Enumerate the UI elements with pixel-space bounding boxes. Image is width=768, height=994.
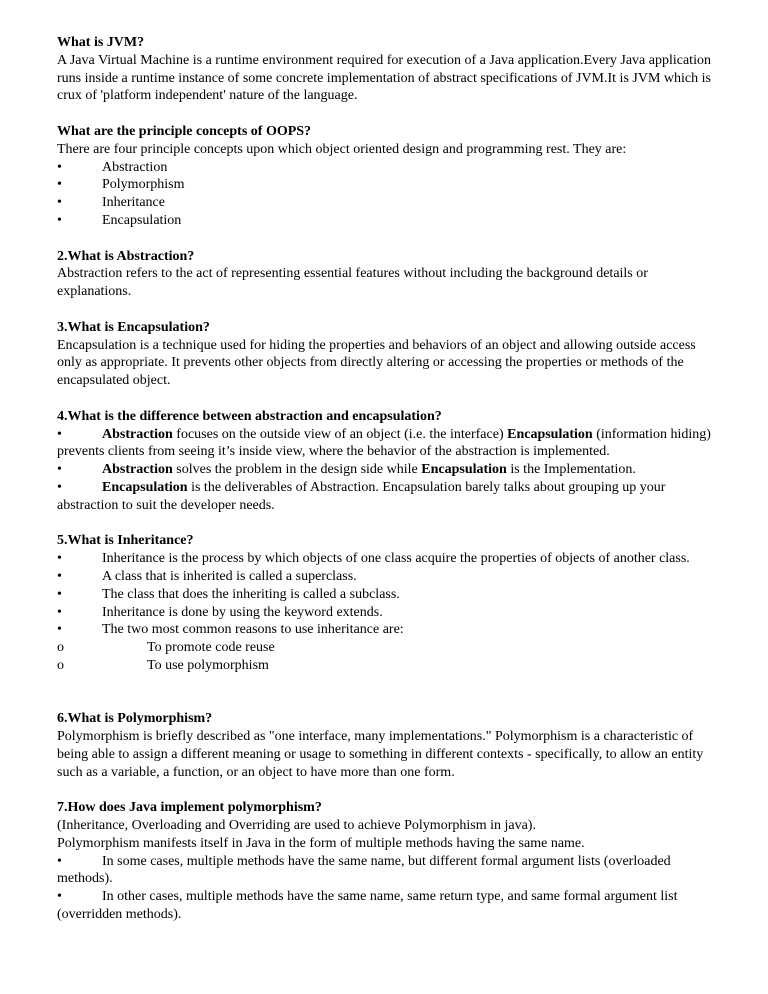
paragraph-abstraction: Abstraction refers to the act of representing essential features without including the background details or explanations. — [57, 266, 648, 300]
list-item: • The two most common reasons to use inheritance are: — [57, 622, 404, 638]
list-item: • Polymorphism — [57, 177, 185, 193]
section-jvm — [57, 34, 717, 105]
bullet-marker: • — [57, 462, 62, 478]
paragraph-jvm: A Java Virtual Machine is a runtime environment required for execution of a Java application.Every Java application runs inside a runtime instance of some concrete implementation of abstract specifications of JVM.It is JVM which is crux of 'platform independent' nature of the language. — [57, 52, 711, 104]
bullet-marker: • — [57, 604, 62, 620]
bullet-marker: • — [57, 479, 62, 495]
heading-difference: 4.What is the difference between abstraction and encapsulation? — [57, 408, 442, 424]
list-item: • In some cases, multiple methods have the same name, but different formal argument lists (overloaded methods). — [57, 853, 671, 887]
bullet-marker: • — [57, 177, 62, 193]
sub-list-item: o To promote code reuse — [57, 640, 275, 656]
list-item: • Abstraction focuses on the outside view of an object (i.e. the interface) Encapsulation (information hiding) prevents clients from seeing it’s inside view, where the behavior of the abstraction is implemented. — [57, 426, 711, 460]
list-item: • Inheritance is done by using the keyword extends. — [57, 604, 383, 620]
list-item: • Inheritance is the process by which objects of one class acquire the properties of objects of another class. — [57, 551, 690, 567]
list-item: • Abstraction solves the problem in the design side while Encapsulation is the Implementation. — [57, 462, 636, 478]
bullet-marker: • — [57, 586, 62, 602]
heading-abstraction: 2.What is Abstraction? — [57, 248, 195, 264]
section-polymorphism — [57, 710, 717, 781]
paragraph-encapsulation: Encapsulation is a technique used for hiding the properties and behaviors of an object and allowing outside access only as appropriate. It prevents other objects from directly altering or accessing the properties or methods of the encapsulated object. — [57, 337, 696, 389]
paragraph-oops: There are four principle concepts upon which object oriented design and programming rest. They are: — [57, 141, 627, 157]
section-java-polymorphism — [57, 799, 717, 924]
paragraph-java-polymorphism-1: (Inheritance, Overloading and Overriding are used to achieve Polymorphism in java). — [57, 818, 536, 834]
list-item: • Abstraction — [57, 159, 168, 175]
list-item: • The class that does the inheriting is called a subclass. — [57, 586, 400, 602]
section-encapsulation — [57, 319, 717, 390]
heading-oops: What are the principle concepts of OOPS? — [57, 123, 312, 139]
sub-bullet-marker: o — [57, 657, 64, 673]
section-abstraction — [57, 248, 717, 301]
heading-inheritance: 5.What is Inheritance? — [57, 533, 194, 549]
sub-bullet-marker: o — [57, 640, 64, 656]
bullet-marker: • — [57, 889, 62, 905]
paragraph-polymorphism: Polymorphism is briefly described as "one interface, many implementations." Polymorphism is a characteristic of being able to assign a different meaning or usage to something in different contexts - specifically, to allow an entity such as a variable, a function, or an object to have more than one form. — [57, 729, 704, 780]
bullet-marker: • — [57, 212, 62, 228]
paragraph-java-polymorphism-2: Polymorphism manifests itself in Java in the form of multiple methods having the same name. — [57, 835, 585, 851]
bullet-marker: • — [57, 195, 62, 211]
section-inheritance — [57, 532, 717, 674]
section-oops — [57, 123, 717, 230]
heading-java-polymorphism: 7.How does Java implement polymorphism? — [57, 800, 322, 816]
list-item: • Encapsulation is the deliverables of Abstraction. Encapsulation barely talks about grouping up your abstraction to suit the developer needs. — [57, 479, 666, 513]
bullet-marker: • — [57, 426, 62, 442]
list-item: • Inheritance — [57, 195, 165, 211]
bullet-marker: • — [57, 568, 62, 584]
bullet-marker: • — [57, 622, 62, 638]
list-item: • A class that is inherited is called a superclass. — [57, 568, 357, 584]
sub-list-item: o To use polymorphism — [57, 657, 269, 673]
bullet-marker: • — [57, 853, 62, 869]
heading-jvm: What is JVM? — [57, 35, 145, 50]
list-item: • In other cases, multiple methods have the same name, same return type, and same formal argument list (overridden methods). — [57, 889, 678, 923]
bullet-marker: • — [57, 551, 62, 567]
section-difference — [57, 408, 717, 515]
heading-polymorphism: 6.What is Polymorphism? — [57, 711, 213, 727]
bullet-marker: • — [57, 159, 62, 175]
heading-encapsulation: 3.What is Encapsulation? — [57, 319, 210, 335]
document-page — [57, 34, 717, 942]
list-item: • Encapsulation — [57, 212, 182, 228]
